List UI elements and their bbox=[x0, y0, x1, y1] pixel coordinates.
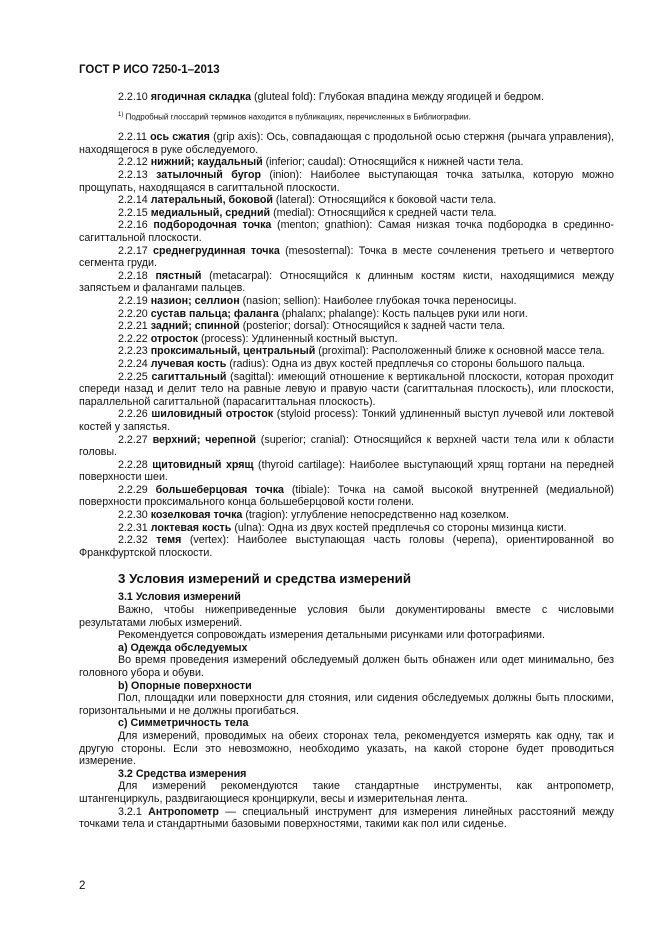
definition-2-2-14: 2.2.14 латеральный, боковой (lateral): Относящийся к боковой части тела. bbox=[118, 194, 497, 207]
definition-2-2-20: 2.2.20 сустав пальца; фаланга (phalanx; phalange): Кость пальцев руки или ноги. bbox=[118, 307, 528, 320]
item-c-text: Для измерений, проводимых на обеих сторонах тела, рекомендуется измерять как одну, так и другую стороны. Если это невозможно, необходимо указать, на какой стороне будет проводиться измерение. bbox=[79, 729, 614, 768]
definition-2-2-19: 2.2.19 назион; селлион (nasion; sellion): Наиболее глубокая точка переносицы. bbox=[118, 294, 517, 307]
definition-2-2-11: 2.2.11 ось сжатия (grip axis): Ось, совпадающая с продольной осью стержня (рычага управления), находящегося в руке обследуемого. bbox=[79, 131, 614, 156]
definition-2-2-13: 2.2.13 затылочный бугор (inion): Наиболее выступающая точка затылка, которую можно прощупать, находящаяся в сагиттальной плоскости. bbox=[79, 169, 614, 194]
footnote bbox=[79, 110, 614, 123]
definition-2-2-12: 2.2.12 нижний; каудальный (inferior; caudal): Относящийся к нижней части тела. bbox=[118, 156, 524, 169]
definition-2-2-26: 2.2.26 шиловидный отросток (styloid process): Тонкий удлиненный выступ лучевой или локтевой костей у запястья. bbox=[79, 408, 614, 433]
definition-2-2-16: 2.2.16 подбородочная точка (menton; gnathion): Самая низкая точка подбородка в срединно-сагиттальной плоскости. bbox=[79, 219, 614, 244]
definition-2-2-15: 2.2.15 медиальный, средний (medial): Относящийся к средней части тела. bbox=[118, 206, 497, 219]
definition-2-2-24: 2.2.24 лучевая кость (radius): Одна из двух костей предплечья со стороны большого пальца. bbox=[118, 357, 585, 370]
definition-3-2-1: 3.2.1 Антропометр — специальный инструмент для измерения линейных расстояний между точками тела и стандартными базовыми поверхностями, такими как пол или сиденье. bbox=[79, 805, 614, 831]
definition-2-2-28: 2.2.28 щитовидный хрящ (thyroid cartilage): Наиболее выступающий хрящ гортани на передней поверхности шеи. bbox=[79, 458, 614, 484]
definition-2-2-17: 2.2.17 среднегрудинная точка (mesosternal): Точка в месте сочленения третьего и четвертого сегмента груди. bbox=[79, 244, 614, 270]
definition-2-2-29: 2.2.29 большеберцовая точка (tibiale): Точка на самой высокой внутренней (медиальной) поверхности проксимального конца большеберцовой кости голени. bbox=[79, 483, 614, 509]
section-3-2-heading: 3.2 Средства измерения bbox=[118, 767, 247, 780]
section-3-1-paragraph-2: Рекомендуется сопровождать измерения детальными рисунками или фотографиями. bbox=[118, 629, 545, 642]
footnote-text: Подробный глоссарий терминов находится в публикациях, перечисленных в Библиографии. bbox=[125, 112, 471, 122]
definition-2-2-32: 2.2.32 темя (vertex): Наиболее выступающая часть головы (черепа), ориентированной во Франкфуртской плоскости. bbox=[79, 534, 614, 559]
item-a-text: Во время проведения измерений обследуемый должен быть обнажен или одет минимально, без головного убора и обуви. bbox=[79, 654, 614, 679]
page-content bbox=[79, 91, 614, 831]
definition-2-2-23: 2.2.23 проксимальный, центральный (proximal): Расположенный ближе к основной массе тела. bbox=[118, 345, 605, 358]
section-3-2-text: Для измерений рекомендуются такие стандартные инструменты, как антропометр, штангенциркуль, раздвигающиеся кронциркули, весы и измерительная лента. bbox=[79, 780, 614, 805]
document-header: ГОСТ Р ИСО 7250-1–2013 bbox=[79, 64, 220, 76]
definition-2-2-27: 2.2.27 верхний; черепной (superior; cranial): Относящийся к верхней части тела или к области головы. bbox=[79, 433, 614, 459]
definition-2-2-22: 2.2.22 отросток (process): Удлиненный костный выступ. bbox=[118, 332, 398, 345]
page-number: 2 bbox=[79, 880, 86, 892]
section-3-heading: 3 Условия измерений и средства измерений bbox=[118, 571, 412, 587]
item-b-text: Пол, площадки или поверхности для стояния, или сидения обследуемых должны быть плоскими, горизонтальными и не должны прогибаться. bbox=[79, 692, 614, 717]
definition-2-2-30: 2.2.30 козелковая точка (tragion): углубление непосредственно над козелком. bbox=[118, 509, 509, 522]
definition-2-2-25: 2.2.25 сагиттальный (sagittal): имеющий отношение к вертикальной плоскости, которая проходит спереди назад и делит тело на равные левую и правую части (сагиттальная плоскость), или плоскости, параллельной сагиттальной (парасагиттальная плоскость). bbox=[79, 370, 614, 408]
section-3-1-paragraph-1: Важно, чтобы нижеприведенные условия были документированы вместе с числовыми результатами любых измерений. bbox=[79, 604, 614, 629]
item-b-heading: b) Опорные поверхности bbox=[118, 679, 252, 692]
item-a-heading: а) Одежда обследуемых bbox=[118, 641, 248, 654]
definition-2-2-31: 2.2.31 локтевая кость (ulna): Одна из двух костей предплечья со стороны мизинца кисти. bbox=[118, 521, 567, 534]
definition-2-2-18: 2.2.18 пястный (metacarpal): Относящийся к длинным костям кисти, находящимися между запястьем и фалангами пальцев. bbox=[79, 269, 614, 295]
section-3-1-heading: 3.1 Условия измерений bbox=[118, 591, 241, 604]
definition-2-2-21: 2.2.21 задний; спинной (posterior; dorsal): Относящийся к задней части тела. bbox=[118, 320, 506, 333]
definition-2-2-10: 2.2.10 ягодичная складка (gluteal fold): Глубокая впадина между ягодицей и бедром. bbox=[118, 91, 544, 103]
footnote-mark: 1) bbox=[118, 111, 124, 118]
item-c-heading: с) Симметричность тела bbox=[118, 717, 249, 730]
